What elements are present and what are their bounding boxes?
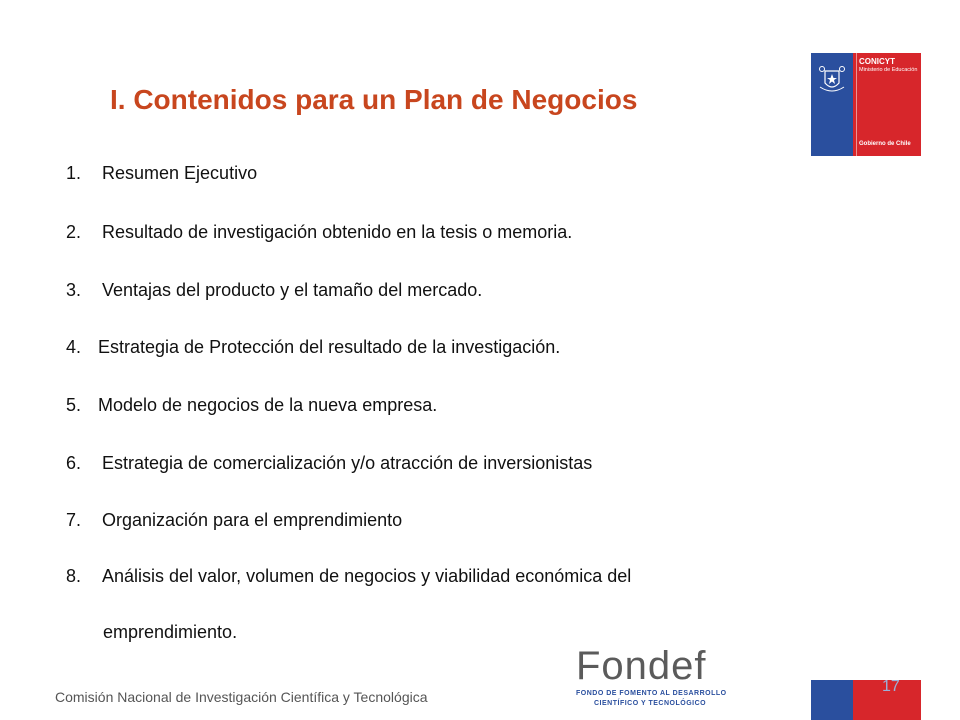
item-number: 2. bbox=[66, 222, 82, 242]
item-number: 5. bbox=[66, 395, 82, 415]
item-number: 7. bbox=[66, 510, 82, 530]
footer-institution: Comisión Nacional de Investigación Científica y Tecnológica bbox=[55, 689, 428, 705]
item-text: Estrategia de comercialización y/o atracción de inversionistas bbox=[102, 453, 593, 473]
list-item bbox=[66, 222, 572, 243]
item-text: Ventajas del producto y el tamaño del mercado. bbox=[102, 280, 483, 300]
item-text: Análisis del valor, volumen de negocios y viabilidad económica del bbox=[102, 566, 632, 586]
conicyt-logo bbox=[811, 53, 921, 156]
list-item bbox=[66, 510, 402, 531]
page-number-flag bbox=[811, 680, 921, 720]
list-item bbox=[66, 337, 560, 358]
item-text: Modelo de negocios de la nueva empresa. bbox=[98, 395, 438, 415]
list-item bbox=[66, 453, 592, 474]
item-number: 8. bbox=[66, 566, 82, 586]
flag-blue bbox=[811, 680, 853, 720]
conicyt-name: CONICYT bbox=[859, 57, 895, 66]
page-number: 17 bbox=[882, 678, 900, 695]
logo-divider bbox=[856, 53, 857, 156]
chile-coat-of-arms-icon bbox=[817, 61, 847, 101]
fondef-logo bbox=[576, 644, 746, 710]
item-text: Resumen Ejecutivo bbox=[102, 163, 258, 183]
list-item bbox=[66, 395, 437, 416]
item-8-continuation: emprendimiento. bbox=[103, 622, 238, 642]
item-text: Estrategia de Protección del resultado de la investigación. bbox=[98, 337, 561, 357]
item-number: 3. bbox=[66, 280, 82, 300]
item-text: Organización para el emprendimiento bbox=[102, 510, 403, 530]
list-item bbox=[66, 280, 482, 301]
list-item bbox=[66, 163, 257, 184]
ministry-name: Ministerio de Educación bbox=[859, 67, 918, 73]
item-text: Resultado de investigación obtenido en la tesis o memoria. bbox=[102, 222, 573, 242]
slide-title: I. Contenidos para un Plan de Negocios bbox=[110, 84, 638, 115]
fondef-wordmark: Fondef bbox=[576, 644, 707, 688]
government-name: Gobierno de Chile bbox=[859, 141, 911, 147]
fondef-subtitle-1: FONDO DE FOMENTO AL DESARROLLO bbox=[576, 690, 727, 697]
fondef-subtitle-2: CIENTÍFICO Y TECNOLÓGICO bbox=[594, 700, 707, 707]
item-number: 1. bbox=[66, 163, 82, 183]
item-number: 6. bbox=[66, 453, 82, 473]
list-item bbox=[66, 566, 631, 587]
item-number: 4. bbox=[66, 337, 82, 357]
